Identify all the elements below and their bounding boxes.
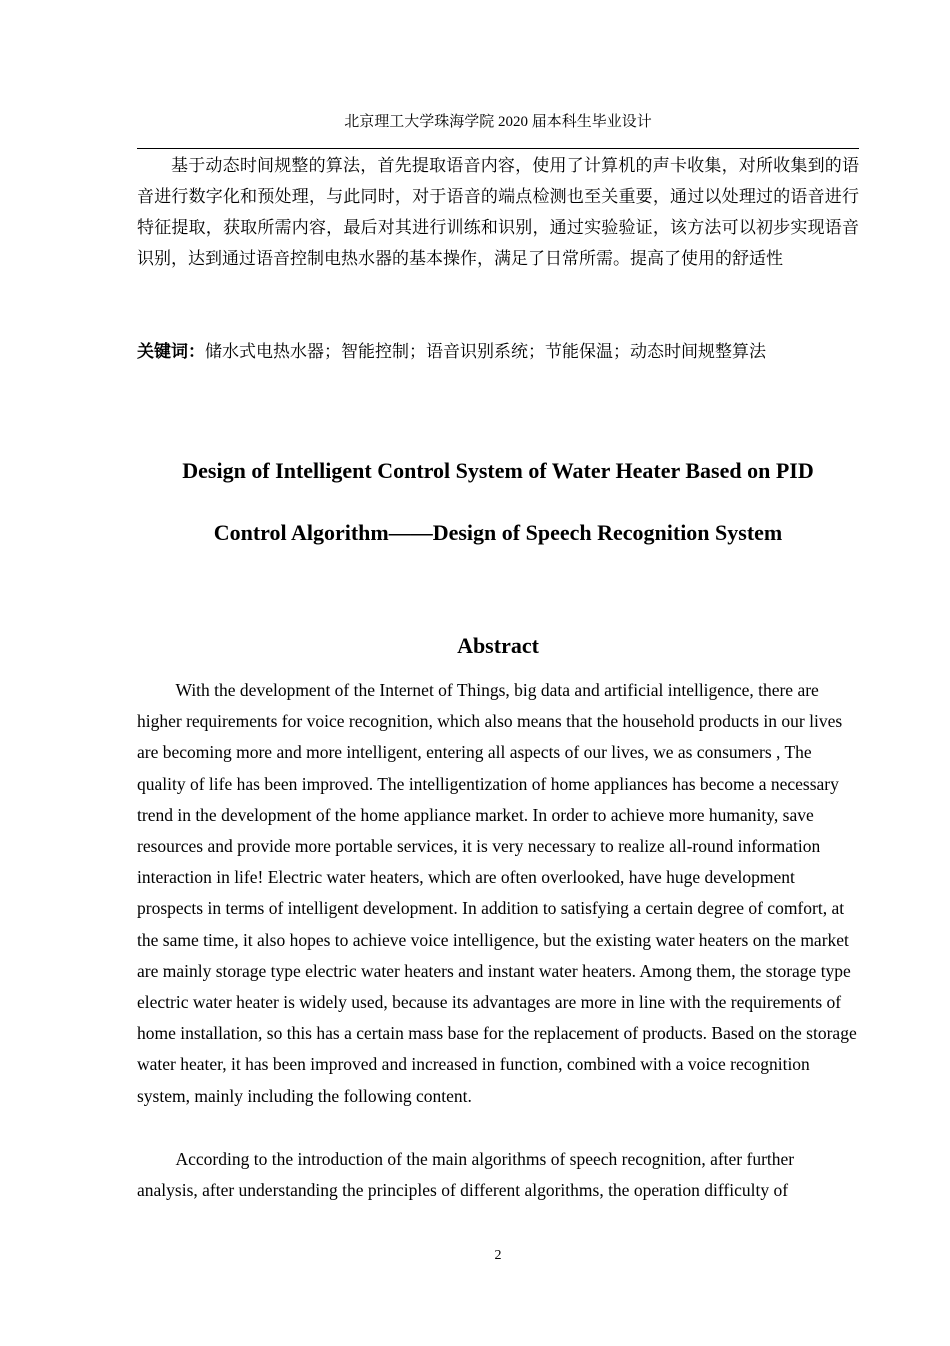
running-header: 北京理工大学珠海学院 2020 届本科生毕业设计: [344, 114, 652, 130]
page-number: 2: [494, 1248, 502, 1263]
chinese-keywords: [137, 336, 859, 367]
abstract-heading: Abstract: [457, 633, 539, 658]
keywords-text: 储水式电热水器；智能控制；语音识别系统；节能保温；动态时间规整算法: [205, 342, 766, 361]
abstract-paragraph-1: With the development of the Internet of Things, big data and artificial intelligence, there are higher requirements for voice recognition, which also means that the household products in our lives are becoming more and more intelligent, entering all aspects of our lives, we as consumers , The quality of life has been improved. The intelligentization of home appliances has become a necessary trend in the development of the home appliance market. In order to achieve more humanity, save resources and provide more portable services, it is very necessary to realize all-round information interaction in life! Electric water heaters, which are often overlooked, have huge development prospects in terms of intelligent development. In addition to satisfying a certain degree of comfort, at the same time, it also hopes to achieve voice intelligence, but the existing water heaters on the market are mainly storage type electric water heaters and instant water heaters. Among them, the storage type electric water heater is widely used, because its advantages are more in line with the requirements of home installation, so this has a certain mass base for the replacement of products. Based on the storage water heater, it has been improved and increased in function, combined with a voice recognition system, mainly including the following content.: [137, 680, 857, 1106]
keywords-label: 关键词：: [137, 342, 205, 361]
english-title-line-2: Control Algorithm——Design of Speech Recognition System: [213, 520, 783, 545]
english-title-line-1: Design of Intelligent Control System of Water Heater Based on PID: [182, 458, 814, 483]
header-rule: [137, 148, 859, 149]
abstract-paragraph-2: According to the introduction of the main algorithms of speech recognition, after further analysis, after understanding the principles of different algorithms, the operation difficulty of: [137, 1149, 795, 1201]
chinese-abstract-paragraph: 基于动态时间规整的算法，首先提取语音内容，使用了计算机的声卡收集，对所收集到的语音进行数字化和预处理，与此同时，对于语音的端点检测也至关重要，通过以处理过的语音进行特征提取，获取所需内容，最后对其进行训练和识别，通过实验验证，该方法可以初步实现语音识别，达到通过语音控制电热水器的基本操作，满足了日常所需。提高了使用的舒适性: [137, 156, 859, 268]
